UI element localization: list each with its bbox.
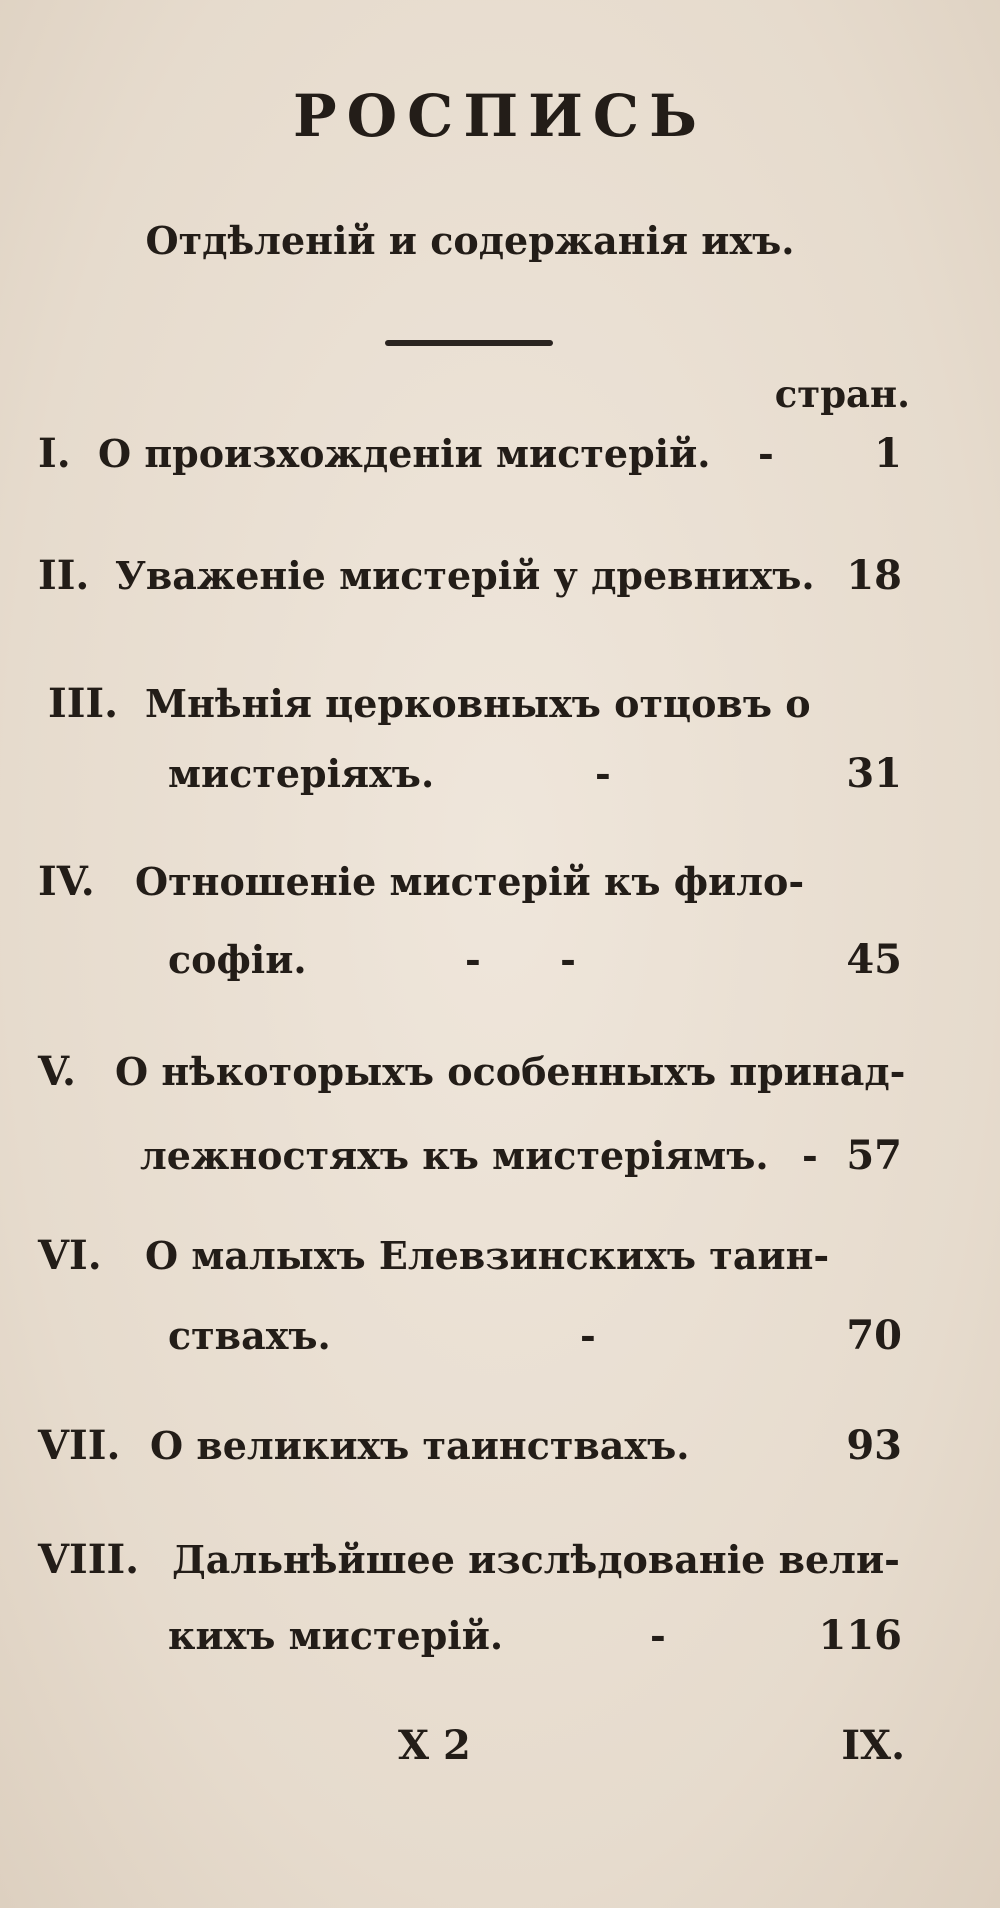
entry-title-line1: О произхожденіи мистерій. (98, 431, 711, 476)
entry-leader-dash: - (595, 751, 611, 796)
entry-page-number: 18 (846, 552, 902, 599)
entry-page-number: 70 (846, 1312, 902, 1359)
entry-leader-dash: - (802, 1133, 818, 1178)
entry-numeral: VII. (38, 1422, 121, 1469)
entry-title-line1: Отношеніе мистерій къ фило- (135, 859, 805, 904)
entry-page-number: 31 (846, 750, 902, 797)
decorative-rule (385, 340, 553, 346)
entry-leader-dash: - (580, 1313, 596, 1358)
entry-numeral: VI. (38, 1232, 102, 1279)
entry-numeral: VIII. (38, 1536, 140, 1583)
entry-title-line2: ствахъ. (168, 1313, 331, 1358)
entry-title-line1: Мнѣнія церковныхъ отцовъ о (145, 681, 811, 726)
entry-numeral: I. (38, 430, 71, 477)
signature-mark: Х 2 (398, 1722, 471, 1769)
entry-leader-dash: - (650, 1613, 666, 1658)
entry-title-line2: кихъ мистерій. (168, 1613, 504, 1658)
entry-numeral: III. (48, 680, 119, 727)
entry-page-number: 1 (874, 430, 902, 477)
entry-leader-dash: - (758, 431, 774, 476)
page-column-label: стран. (774, 372, 910, 416)
entry-leader-dash: - - (465, 937, 576, 982)
entry-title-line1: О великихъ таинствахъ. (150, 1423, 690, 1468)
entry-title-line1: О нѣкоторыхъ особенныхъ принад- (115, 1049, 906, 1094)
entry-numeral: V. (38, 1048, 76, 1095)
entry-title-line2: лежностяхъ къ мистеріямъ. (140, 1133, 769, 1178)
entry-page-number: 93 (846, 1422, 902, 1469)
entry-page-number: 45 (846, 936, 902, 983)
entry-title-line2: мистеріяхъ. (168, 751, 435, 796)
entry-page-number: 57 (846, 1132, 902, 1179)
entry-title-line2: софіи. (168, 937, 307, 982)
catchword: IX. (841, 1722, 905, 1769)
page-title: РОСПИСЬ (293, 82, 707, 150)
entry-title-line1: Уваженіе мистерій у древнихъ. (115, 553, 815, 598)
entry-numeral: II. (38, 552, 90, 599)
entry-page-number: 116 (818, 1612, 902, 1659)
entry-title-line1: О малыхъ Елевзинскихъ таин- (145, 1233, 830, 1278)
entry-numeral: IV. (38, 858, 95, 905)
entry-title-line1: Дальнѣйшее изслѣдованіе вели- (172, 1537, 900, 1582)
page-subtitle: Отдѣленій и содержанія ихъ. (145, 218, 795, 263)
